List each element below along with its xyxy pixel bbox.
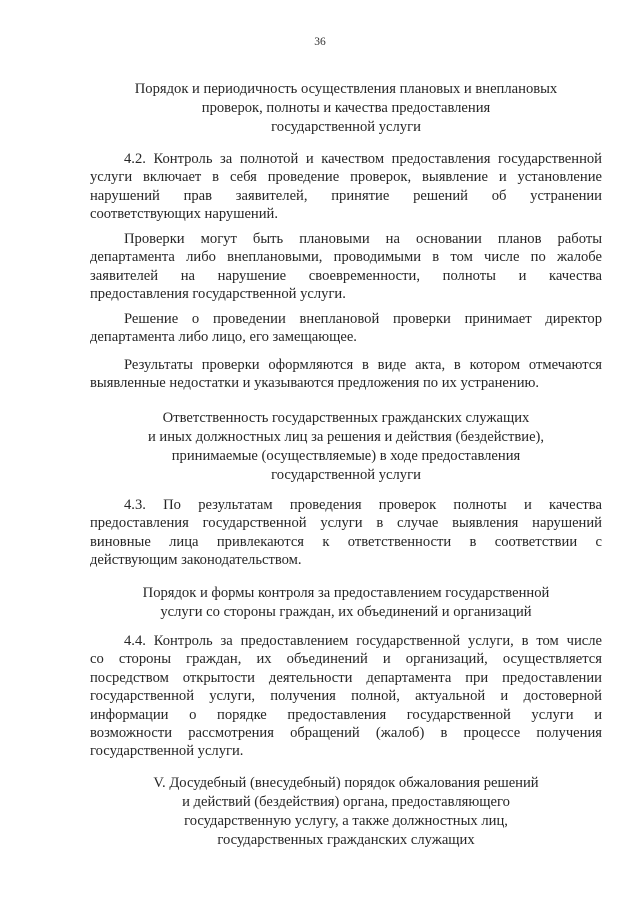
paragraph-line: предоставления государственной услуги. — [90, 286, 346, 303]
heading-line: и действий (бездействия) органа, предоставляющего — [182, 794, 510, 810]
heading-line: услуги со стороны граждан, их объединений и организаций — [160, 604, 532, 620]
paragraph-line: со стороны граждан, их объединений и организаций, осуществляется — [90, 651, 602, 668]
paragraph-line: Решение о проведении внеплановой проверки принимает директор — [124, 311, 602, 327]
paragraph-line: предоставления государственной услуги в случае выявления нарушений — [90, 515, 602, 532]
paragraph-line: виновные лица привлекаются к ответственности в соответствии с — [90, 533, 602, 550]
paragraph-line: возможности рассмотрения обращений (жалоб) в процессе получения — [90, 725, 602, 742]
heading-line: проверок, полноты и качества предоставления — [201, 100, 491, 116]
paragraph-line: Проверки могут быть плановыми на основании планов работы — [124, 231, 602, 247]
paragraph-line: Результаты проверки оформляются в виде акта, в котором отмечаются — [124, 357, 602, 373]
heading-line: V. Досудебный (внесудебный) порядок обжалования решений — [153, 775, 539, 791]
heading-line: государственной услуги — [271, 119, 421, 135]
paragraph-line: государственной услуги. — [90, 743, 244, 760]
paragraph-line: соответствующих нарушений. — [90, 206, 279, 223]
paragraph-checks — [90, 230, 602, 304]
paragraph-4-3 — [90, 496, 602, 570]
paragraph-line: департамента либо внеплановыми, проводимыми в том числе по жалобе — [90, 249, 602, 266]
paragraph-line: государственной услуги, получения полной, актуальной и достоверной — [90, 688, 602, 705]
section-heading-appeal — [90, 774, 602, 850]
paragraph-line: нарушений прав заявителей, принятие решений об устранении — [90, 187, 602, 204]
section-heading-citizen-control — [90, 584, 602, 622]
section-heading-inspections — [90, 80, 602, 137]
page-number: 36 — [314, 36, 326, 48]
paragraph-line: посредством открытости деятельности департамента при предоставлении — [90, 669, 602, 686]
paragraph-line: информации о порядке предоставления государственной услуги и — [90, 706, 602, 723]
heading-line: и иных должностных лиц за решения и действия (бездействие), — [147, 429, 545, 445]
paragraph-4-2 — [90, 150, 602, 224]
paragraph-line: 4.2. Контроль за полнотой и качеством предоставления государственной — [124, 151, 602, 167]
heading-line: Ответственность государственных гражданских служащих — [162, 410, 530, 426]
paragraph-line: услуги включает в себя проведение проверок, выявление и установление — [90, 169, 602, 186]
paragraph-line: департамента либо лицо, его замещающее. — [90, 329, 357, 346]
paragraph-line: 4.4. Контроль за предоставлением государственной услуги, в том числе — [124, 633, 602, 649]
heading-line: Порядок и формы контроля за предоставлением государственной — [142, 585, 550, 601]
paragraph-line: заявителей на нарушение своевременности, полноты и качества — [90, 267, 602, 284]
heading-line: принимаемые (осуществляемые) в ходе предоставления — [171, 448, 521, 464]
heading-line: государственной услуги — [271, 467, 421, 483]
heading-line: государственную услугу, а также должностных лиц, — [184, 813, 508, 829]
section-heading-responsibility — [90, 409, 602, 485]
heading-line: государственных гражданских служащих — [217, 832, 475, 848]
paragraph-line: действующим законодательством. — [90, 552, 302, 569]
paragraph-results — [90, 356, 602, 393]
paragraph-line: выявленные недостатки и указываются предложения по их устранению. — [90, 375, 540, 392]
paragraph-4-4 — [90, 632, 602, 761]
heading-line: Порядок и периодичность осуществления плановых и внеплановых — [134, 81, 558, 97]
paragraph-decision — [90, 310, 602, 347]
paragraph-line: 4.3. По результатам проведения проверок полноты и качества — [124, 497, 602, 513]
